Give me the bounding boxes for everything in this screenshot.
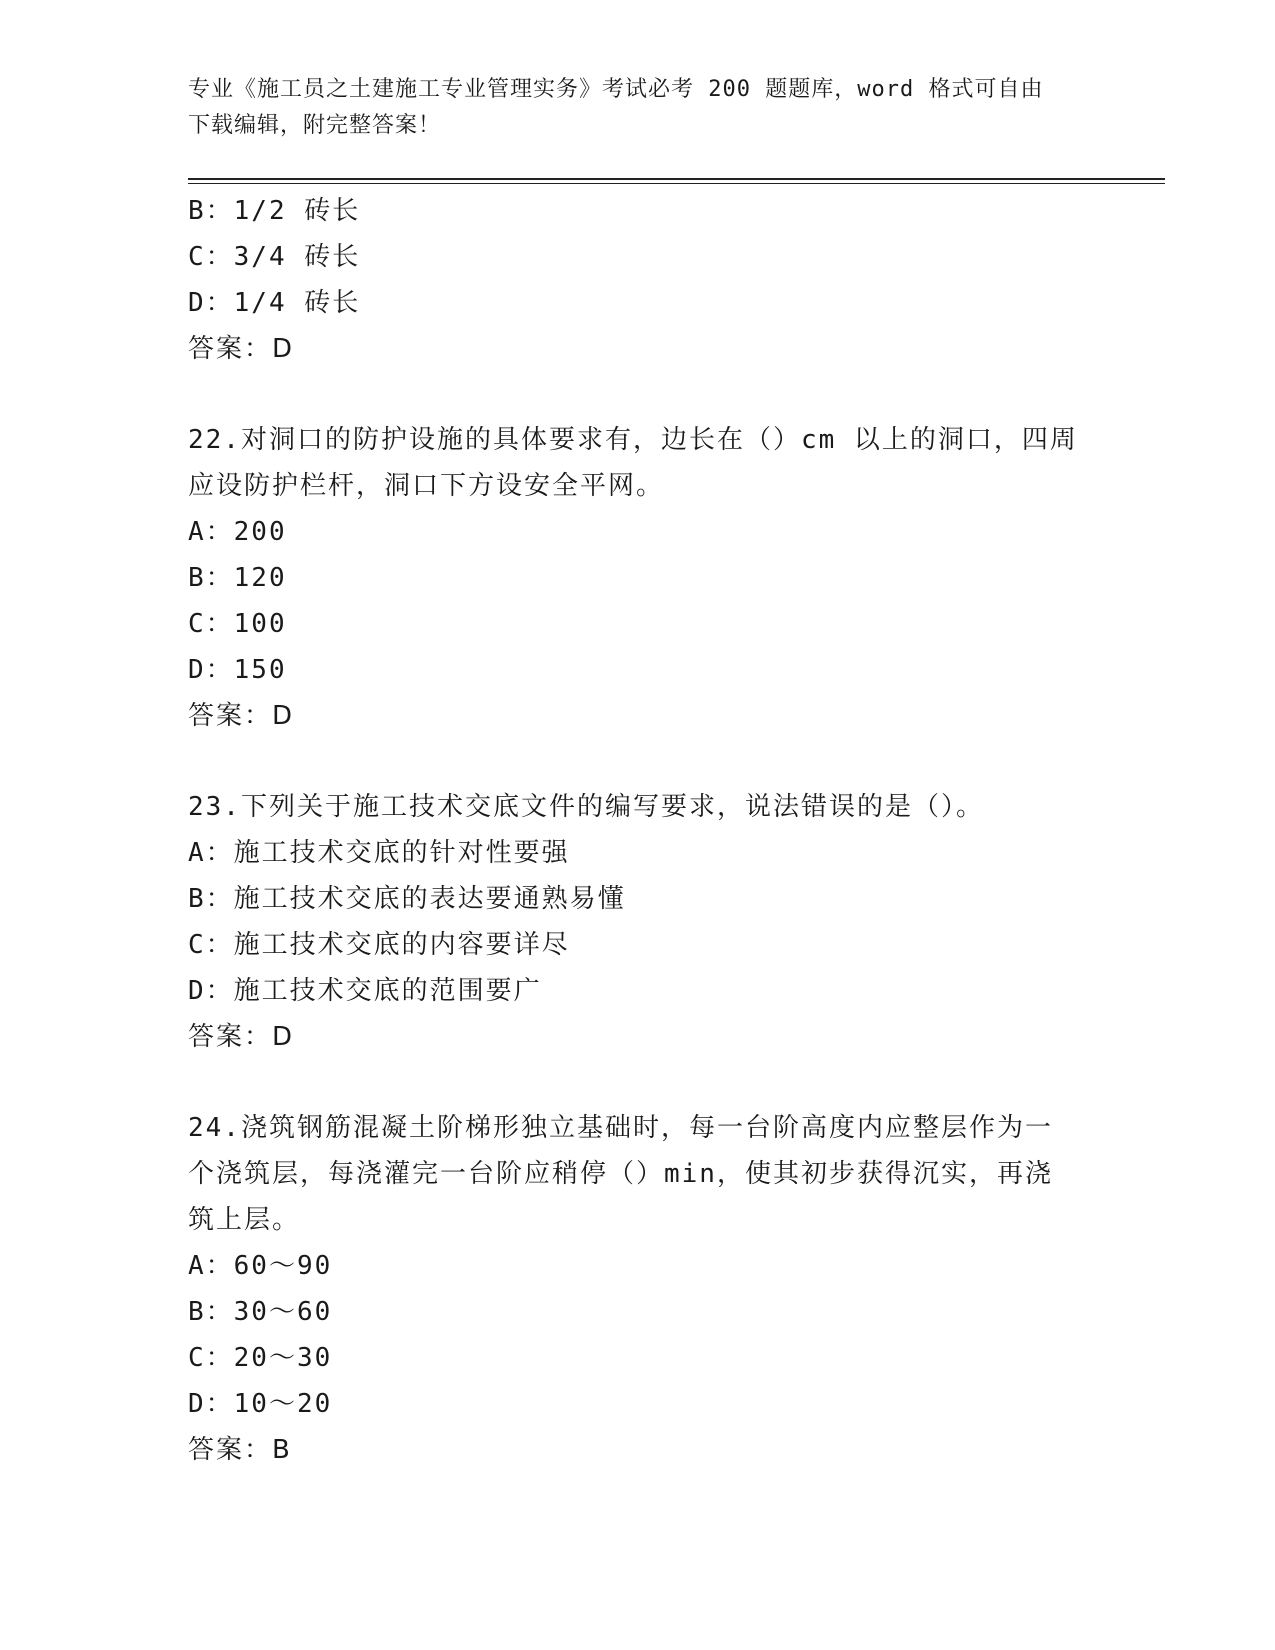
question-24	[188, 1105, 1088, 1473]
question-line: 个浇筑层，每浇灌完一台阶应稍停（）min，使其初步获得沉实，再浇	[188, 1159, 1053, 1189]
question-line: 筑上层。	[188, 1205, 301, 1235]
option-d: D：施工技术交底的范围要广	[188, 976, 542, 1006]
option-a: A：60～90	[188, 1251, 333, 1281]
question-text	[188, 417, 1088, 509]
question-line: 23.下列关于施工技术交底文件的编写要求，说法错误的是（）。	[188, 792, 984, 822]
option-b: B：30～60	[188, 1297, 333, 1327]
question-line: 22.对洞口的防护设施的具体要求有，边长在（）cm 以上的洞口，四周	[188, 425, 1078, 455]
answer: 答案：D	[188, 701, 295, 731]
question-text	[188, 784, 1088, 830]
question-line: 应设防护栏杆，洞口下方设安全平网。	[188, 471, 665, 501]
option-b: B：1/2 砖长	[188, 196, 361, 226]
question-21-tail	[188, 188, 1088, 372]
header-divider-thick	[188, 178, 1165, 180]
option-b: B：120	[188, 563, 287, 593]
answer: 答案：D	[188, 1022, 295, 1052]
answer: 答案：B	[188, 1435, 292, 1465]
question-23	[188, 784, 1088, 1060]
option-b: B：施工技术交底的表达要通熟易懂	[188, 884, 626, 914]
option-c: C：100	[188, 609, 287, 639]
option-d: D：150	[188, 655, 287, 685]
option-c: C：施工技术交底的内容要详尽	[188, 930, 570, 960]
question-line: 24.浇筑钢筋混凝土阶梯形独立基础时，每一台阶高度内应整层作为一	[188, 1113, 1053, 1143]
option-c: C：20～30	[188, 1343, 333, 1373]
option-c: C：3/4 砖长	[188, 242, 361, 272]
question-text	[188, 1105, 1088, 1243]
question-22	[188, 417, 1088, 739]
header-line-2: 下载编辑，附完整答案！	[188, 113, 442, 138]
header-line-1: 专业《施工员之土建施工专业管理实务》考试必考 200 题题库，word 格式可自由	[188, 77, 1044, 102]
option-d: D：10～20	[188, 1389, 333, 1419]
answer: 答案：D	[188, 334, 295, 364]
header-divider-thin	[188, 183, 1165, 184]
option-d: D：1/4 砖长	[188, 288, 361, 318]
option-a: A：施工技术交底的针对性要强	[188, 838, 570, 868]
question-content	[188, 188, 1088, 1473]
option-a: A：200	[188, 517, 287, 547]
document-header	[188, 72, 1088, 144]
